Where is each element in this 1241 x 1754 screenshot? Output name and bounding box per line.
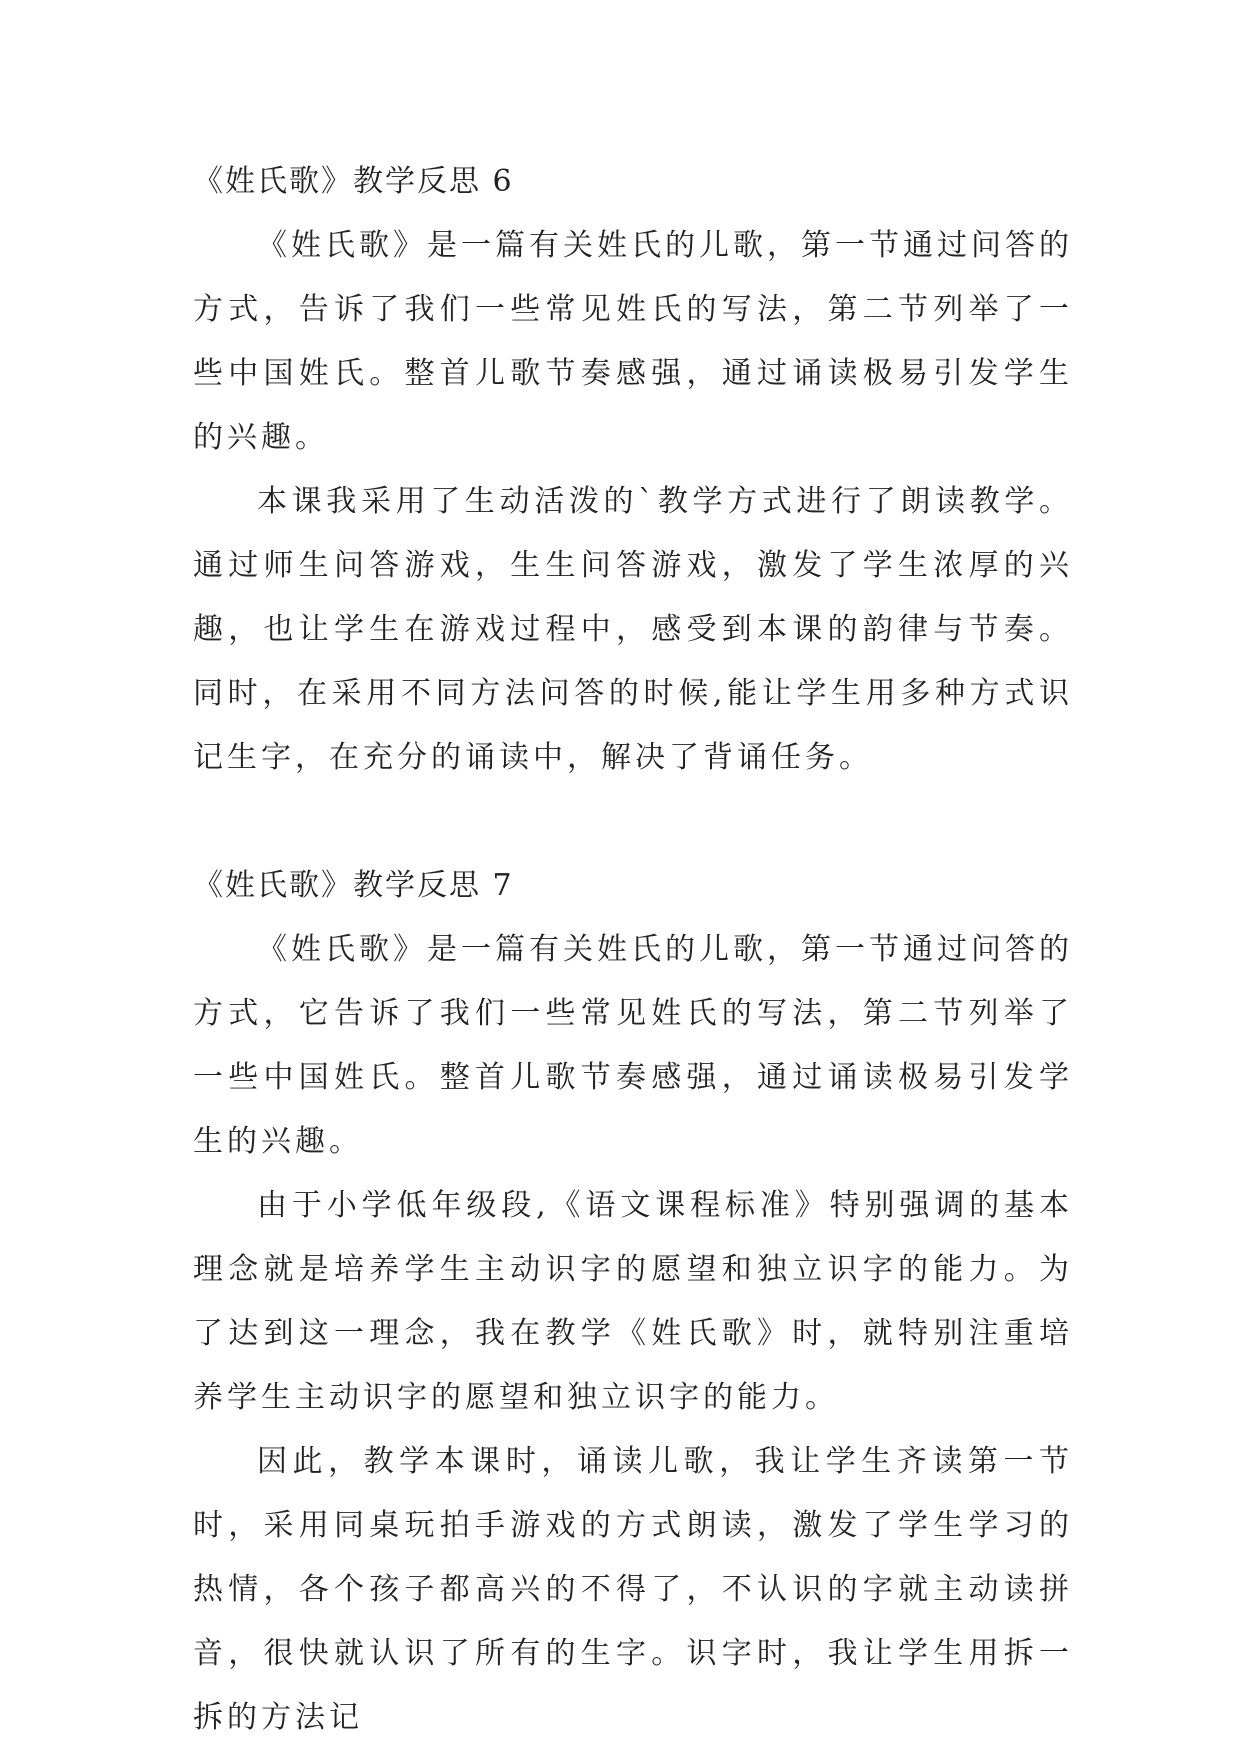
section-title: 《姓氏歌》教学反思 6 (193, 164, 514, 199)
paragraph: 《姓氏歌》是一篇有关姓氏的儿歌，第一节通过问答的方式，它告诉了我们一些常见姓氏的写法，第二节列举了一些中国姓氏。整首儿歌节奏感强，通过诵读极易引发学生的兴趣。 (193, 932, 1073, 1159)
paragraph: 由于小学低年级段,《语文课程标准》特别强调的基本理念就是培养学生主动识字的愿望和独立识字的能力。为了达到这一理念，我在教学《姓氏歌》时，就特别注重培养学生主动识字的愿望和独立识字的能力。 (193, 1188, 1073, 1415)
paragraph: 本课我采用了生动活泼的`教学方式进行了朗读教学。通过师生问答游戏，生生问答游戏，激发了学生浓厚的兴趣，也让学生在游戏过程中，感受到本课的韵律与节奏。同时，在采用不同方法问答的时候,能让学生用多种方式识记生字，在充分的诵读中，解决了背诵任务。 (193, 484, 1073, 775)
section-title: 《姓氏歌》教学反思 7 (193, 868, 514, 903)
paragraph: 因此，教学本课时，诵读儿歌，我让学生齐读第一节时，采用同桌玩拍手游戏的方式朗读，激发了学生学习的热情，各个孩子都高兴的不得了，不认识的字就主动读拼音，很快就认识了所有的生字。识字时，我让学生用拆一拆的方法记 (193, 1444, 1073, 1735)
paragraph: 《姓氏歌》是一篇有关姓氏的儿歌，第一节通过问答的方式，告诉了我们一些常见姓氏的写法，第二节列举了一些中国姓氏。整首儿歌节奏感强，通过诵读极易引发学生的兴趣。 (193, 228, 1073, 455)
document-page (193, 150, 1073, 1750)
section-reflection-7 (193, 854, 1073, 1750)
section-reflection-6 (193, 150, 1073, 790)
